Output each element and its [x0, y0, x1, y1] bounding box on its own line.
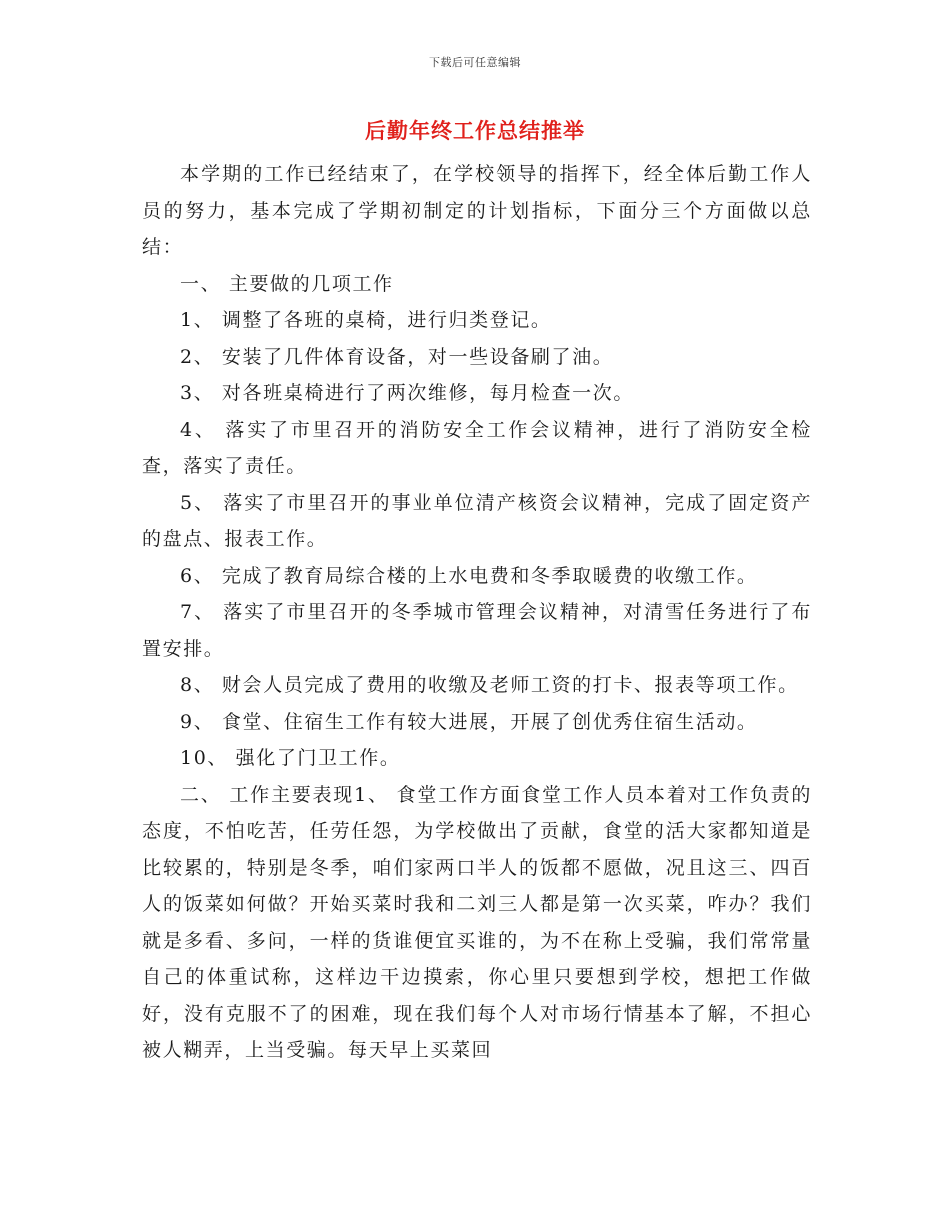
list-item: 8、 财会人员完成了费用的收缴及老师工资的打卡、报表等项工作。	[180, 674, 799, 696]
list-item: 5、 落实了市里召开的事业单位清产核资会议精神，完成了固定资产的盘点、报表工作。	[142, 491, 812, 550]
header-note: 下载后可任意编辑	[429, 56, 521, 69]
list-item: 10、 强化了门卫工作。	[180, 747, 401, 769]
section-heading-1: 一、 主要做的几项工作	[180, 272, 394, 295]
paragraph-intro: 本学期的工作已经结束了，在学校领导的指挥下，经全体后勤工作人员的努力，基本完成了学期初制定的计划指标，下面分三个方面做以总结：	[142, 163, 812, 258]
list-item: 7、 落实了市里召开的冬季城市管理会议精神，对清雪任务进行了布置安排。	[142, 601, 812, 660]
list-item: 9、 食堂、住宿生工作有较大进展，开展了创优秀住宿生活动。	[180, 710, 758, 733]
list-item: 6、 完成了教育局综合楼的上水电费和冬季取暖费的收缴工作。	[180, 564, 758, 587]
document-body	[142, 156, 812, 1069]
list-item: 2、 安装了几件体育设备，对一些设备刷了油。	[180, 345, 614, 368]
list-item: 3、 对各班桌椅进行了两次维修，每月检查一次。	[180, 382, 634, 404]
paragraph-section-2: 二、 工作主要表现1、 食堂工作方面食堂工作人员本着对工作负责的态度，不怕吃苦，任劳任怨，为学校做出了贡献，食堂的活大家都知道是比较累的，特别是冬季，咱们家两口半人的饭都不愿做，况且这三、四百人的饭菜如何做？开始买菜时我和二刘三人都是第一次买菜，咋办？我们就是多看、多问，一样的货谁便宜买谁的，为不在称上受骗，我们常常量自己的体重试称，这样边干边摸索，你心里只要想到学校，想把工作做好，没有克服不了的困难，现在我们每个人对市场行情基本了解，不担心被人糊弄，上当受骗。每天早上买菜回	[142, 783, 812, 1061]
list-item: 4、 落实了市里召开的消防安全工作会议精神，进行了消防安全检查，落实了责任。	[142, 418, 812, 477]
document-title: 后勤年终工作总结推举	[365, 118, 585, 143]
list-item: 1、 调整了各班的桌椅，进行归类登记。	[180, 309, 552, 331]
